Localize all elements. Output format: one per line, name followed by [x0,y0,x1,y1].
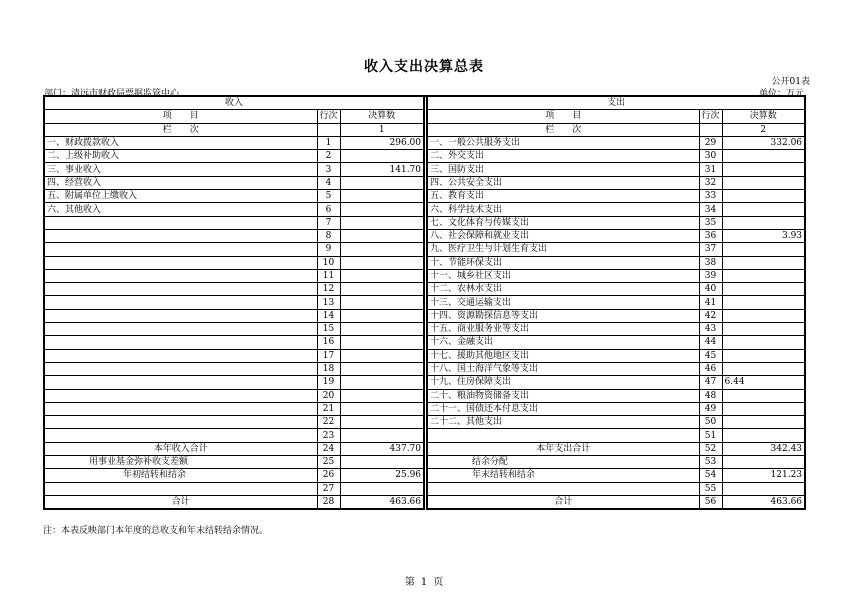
expense-line-no: 34 [699,203,722,216]
expense-amount [722,416,805,429]
expense-item-name: 十五、商业服务业等支出 [427,323,699,336]
income-line-no: 1 [317,136,340,149]
expense-line-no: 33 [699,190,722,203]
income-line-no: 28 [317,495,340,509]
expense-column-label: 栏 次 [427,123,699,136]
income-line-no: 17 [317,349,340,362]
income-amount: 25.96 [340,469,424,482]
expense-line-no: 47 [699,376,722,389]
expense-amount [722,482,805,495]
expense-item-name: 十六、金融支出 [427,336,699,349]
expense-item-name: 六、科学技术支出 [427,203,699,216]
expense-line-no: 48 [699,389,722,402]
income-item-name [44,256,317,269]
income-line-no: 25 [317,456,340,469]
income-amount [340,216,424,229]
budget-summary-table [43,95,806,510]
income-line-no: 22 [317,416,340,429]
income-item-name [44,243,317,256]
income-amount [340,349,424,362]
income-item-name: 一、财政拨款收入 [44,136,317,149]
income-blank-label [44,482,317,495]
expense-end-balance-label: 年末结转和结余 [427,469,699,482]
expense-amount [722,429,805,442]
expense-line-no: 37 [699,243,722,256]
page-suffix: 页 [433,577,444,588]
expense-line-no: 44 [699,336,722,349]
income-line-no: 4 [317,176,340,189]
income-line-no: 14 [317,309,340,322]
income-item-name: 二、上级补助收入 [44,150,317,163]
expense-line-no: 43 [699,323,722,336]
expense-amount [722,190,805,203]
expense-amount [722,163,805,176]
expense-item-name: 八、社会保障和就业支出 [427,229,699,242]
income-amount [340,176,424,189]
expense-item-header: 项 目 [427,110,699,123]
expense-item-name: 十八、国土海洋气象等支出 [427,362,699,375]
income-amount: 296.00 [340,136,424,149]
expense-item-name: 九、医疗卫生与计划生育支出 [427,243,699,256]
expense-line-no: 40 [699,283,722,296]
income-subsidy-label: 用事业基金弥补收支差额 [44,456,317,469]
income-begin-balance-label: 年初结转和结余 [44,469,317,482]
income-amount [340,203,424,216]
expense-line-no: 49 [699,402,722,415]
income-item-name: 四、经营收入 [44,176,317,189]
expense-amount [722,323,805,336]
expense-item-name: 二十、粮油物资储备支出 [427,389,699,402]
expense-amount: 3.93 [722,229,805,242]
expense-amount [722,336,805,349]
expense-year-expense-total-label: 本年支出合计 [427,442,699,455]
income-line-no: 18 [317,362,340,375]
expense-amount [722,283,805,296]
income-item-name [44,269,317,282]
expense-amount [722,150,805,163]
expense-item-name: 十三、交通运输支出 [427,296,699,309]
income-item-name: 六、其他收入 [44,203,317,216]
income-line-no: 26 [317,469,340,482]
income-year-income-total-label: 本年收入合计 [44,442,317,455]
expense-blank-label [427,482,699,495]
expense-line-no: 41 [699,296,722,309]
expense-line-no: 50 [699,416,722,429]
income-item-name [44,389,317,402]
expense-item-name: 二、外交支出 [427,150,699,163]
expense-item-name: 七、文化体育与传媒支出 [427,216,699,229]
income-amount [340,256,424,269]
income-line-no: 15 [317,323,340,336]
expense-item-name: 二十二、其他支出 [427,416,699,429]
income-line-no: 6 [317,203,340,216]
income-line-no: 16 [317,336,340,349]
income-line-no: 27 [317,482,340,495]
income-item-name: 五、附属单位上缴收入 [44,190,317,203]
income-column-blank [317,123,340,136]
expense-column-number: 2 [722,123,805,136]
income-item-name [44,402,317,415]
expense-item-name: 十、节能环保支出 [427,256,699,269]
income-line-no: 8 [317,229,340,242]
form-code: 公开01表 [771,77,810,87]
expense-line-no-header: 行次 [699,110,722,123]
income-item-name [44,229,317,242]
expense-line-no: 30 [699,150,722,163]
income-item-name [44,283,317,296]
income-line-no: 24 [317,442,340,455]
income-amount [340,229,424,242]
page-footer [0,573,848,588]
expense-line-no: 51 [699,429,722,442]
income-line-no: 21 [317,402,340,415]
income-item-name [44,429,317,442]
income-item-header: 项 目 [44,110,317,123]
expense-line-no: 46 [699,362,722,375]
expense-item-name: 五、教育支出 [427,190,699,203]
expense-amount [722,402,805,415]
department-label: 部门：清远市财政局票据监管中心 [44,89,180,99]
expense-distribution-label: 结余分配 [427,456,699,469]
unit-label: 单位：万元 [758,89,804,99]
income-amount: 437.70 [340,442,424,455]
expense-line-no: 45 [699,349,722,362]
income-amount-header: 决算数 [340,110,424,123]
income-amount: 463.66 [340,495,424,509]
income-line-no: 11 [317,269,340,282]
expense-amount [722,256,805,269]
expense-item-name: 十四、资源勘探信息等支出 [427,309,699,322]
income-amount [340,269,424,282]
expense-line-no: 36 [699,229,722,242]
income-line-no: 5 [317,190,340,203]
income-item-name [44,216,317,229]
expense-item-name [427,429,699,442]
expense-line-no: 31 [699,163,722,176]
income-line-no: 19 [317,376,340,389]
income-amount [340,283,424,296]
expense-amount [722,243,805,256]
expense-item-name: 四、公共安全支出 [427,176,699,189]
income-line-no: 12 [317,283,340,296]
expense-column-blank [699,123,722,136]
income-amount [340,429,424,442]
income-amount [340,416,424,429]
expense-line-no: 54 [699,469,722,482]
income-amount [340,243,424,256]
page-number: 1 [420,577,428,588]
expense-line-no: 32 [699,176,722,189]
income-header: 收入 [44,96,424,110]
income-item-name [44,323,317,336]
income-amount [340,482,424,495]
income-amount [340,389,424,402]
expense-item-name: 二十一、国债还本付息支出 [427,402,699,415]
expense-line-no: 53 [699,456,722,469]
income-amount [340,150,424,163]
income-line-no-header: 行次 [317,110,340,123]
expense-amount [722,362,805,375]
expense-header: 支出 [427,96,805,110]
expense-grand-total-label: 合计 [427,495,699,509]
income-amount [340,190,424,203]
income-item-name [44,362,317,375]
expense-amount: 332.06 [722,136,805,149]
expense-amount [722,296,805,309]
expense-amount: 463.66 [722,495,805,509]
income-item-name [44,349,317,362]
income-amount [340,456,424,469]
income-column-label: 栏 次 [44,123,317,136]
expense-line-no: 42 [699,309,722,322]
income-item-name [44,309,317,322]
income-line-no: 23 [317,429,340,442]
income-amount: 141.70 [340,163,424,176]
expense-amount [722,456,805,469]
income-amount [340,309,424,322]
income-grand-total-label: 合计 [44,495,317,509]
income-item-name [44,296,317,309]
page-prefix: 第 [404,577,415,588]
expense-line-no: 29 [699,136,722,149]
income-amount [340,402,424,415]
expense-amount [722,309,805,322]
income-line-no: 10 [317,256,340,269]
expense-amount: 342.43 [722,442,805,455]
expense-amount [722,269,805,282]
income-item-name [44,416,317,429]
expense-line-no: 38 [699,256,722,269]
expense-line-no: 55 [699,482,722,495]
income-line-no: 13 [317,296,340,309]
income-item-name [44,336,317,349]
income-line-no: 9 [317,243,340,256]
expense-line-no: 56 [699,495,722,509]
expense-amount: 121.23 [722,469,805,482]
income-line-no: 2 [317,150,340,163]
income-line-no: 3 [317,163,340,176]
expense-item-name: 三、国防支出 [427,163,699,176]
expense-amount [722,349,805,362]
income-amount [340,362,424,375]
expense-line-no: 39 [699,269,722,282]
table-note: 注：本表反映部门本年度的总收支和年末结转结余情况。 [43,526,269,536]
expense-amount [722,203,805,216]
expense-item-name: 十二、农林水支出 [427,283,699,296]
expense-amount: 6.44 [722,376,805,389]
expense-amount-header: 决算数 [722,110,805,123]
income-amount [340,296,424,309]
expense-amount [722,216,805,229]
income-amount [340,336,424,349]
income-amount [340,376,424,389]
income-amount [340,323,424,336]
expense-amount [722,176,805,189]
page-title: 收入支出决算总表 [364,59,484,75]
income-line-no: 7 [317,216,340,229]
expense-item-name: 十一、城乡社区支出 [427,269,699,282]
income-item-name: 三、事业收入 [44,163,317,176]
expense-item-name: 一、一般公共服务支出 [427,136,699,149]
income-line-no: 20 [317,389,340,402]
expense-amount [722,389,805,402]
expense-item-name: 十七、援助其他地区支出 [427,349,699,362]
expense-line-no: 35 [699,216,722,229]
expense-line-no: 52 [699,442,722,455]
income-item-name [44,376,317,389]
income-column-number: 1 [340,123,424,136]
expense-item-name: 十九、住房保障支出 [427,376,699,389]
